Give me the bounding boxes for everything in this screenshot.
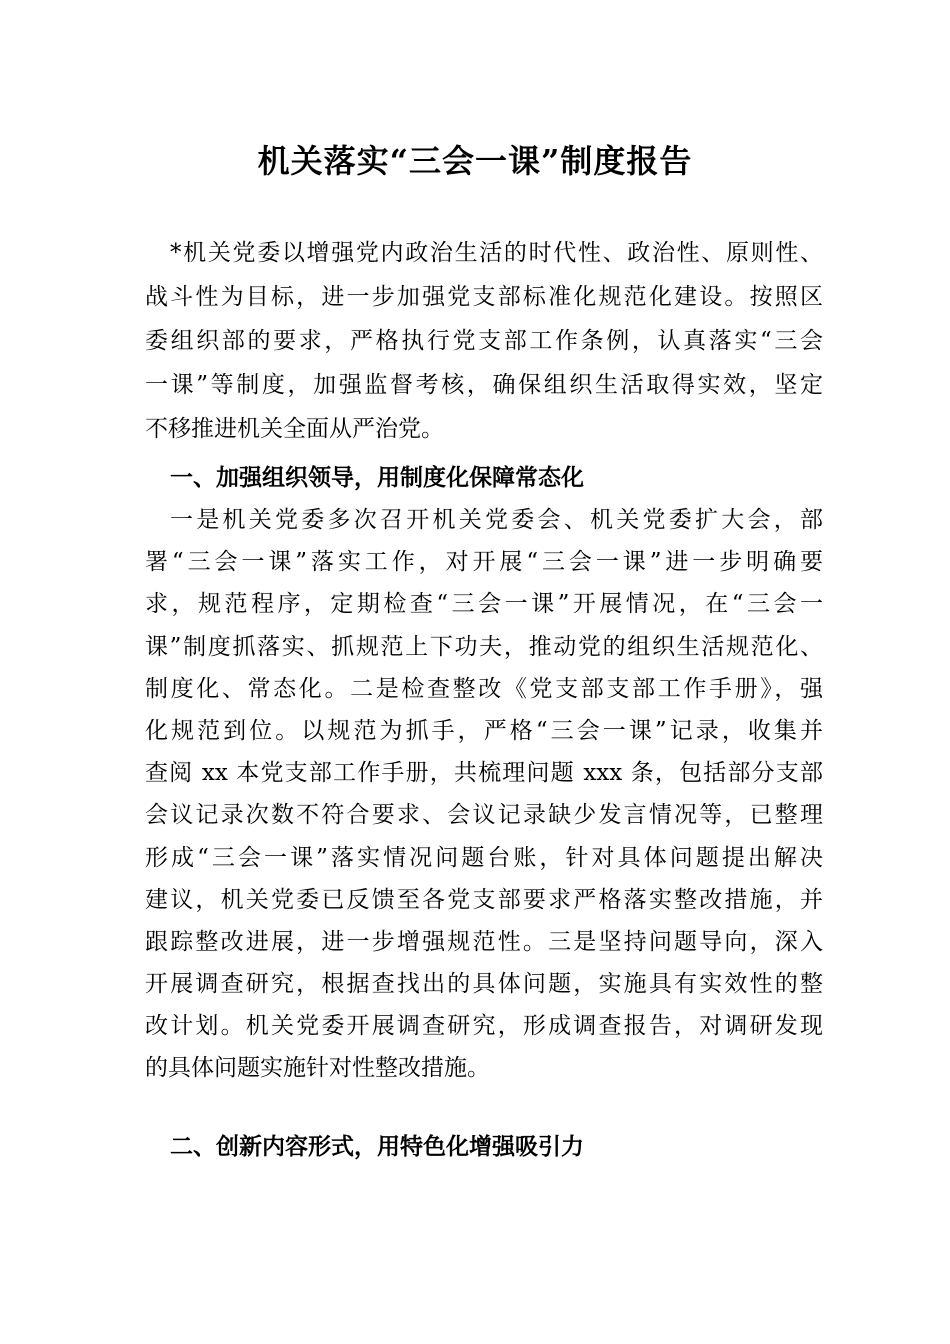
paragraph-line: *机关党委以增强党内政治生活的时代性、政治性、原则性、 — [170, 240, 823, 266]
intro-paragraph — [145, 231, 823, 451]
paragraph-line: 的具体问题实施针对性整改措施。 — [145, 1055, 490, 1082]
paragraph-line: 署“三会一课”落实工作，对开展“三会一课”进一步明确要 — [145, 549, 823, 576]
document-title: 机关落实“三会一课”制度报告 — [257, 142, 693, 180]
section-1-paragraph — [145, 499, 823, 1090]
paragraph-line: 会议记录次数不符合要求、会议记录缺少发言情况等，已整理 — [145, 802, 823, 829]
paragraph-line: 一课”等制度，加强监督考核，确保组织生活取得实效，坚定 — [145, 372, 823, 398]
paragraph-line: 开展调查研究，根据查找出的具体问题，实施具有实效性的整 — [145, 971, 823, 998]
paragraph-line: 委组织部的要求，严格执行党支部工作条例，认真落实“三会 — [145, 328, 823, 354]
paragraph-line: 改计划。机关党委开展调查研究，形成调查报告，对调研发现 — [145, 1013, 823, 1040]
paragraph-line: 一是机关党委多次召开机关党委会、机关党委扩大会，部 — [170, 507, 823, 533]
paragraph-line: 查阅 xx 本党支部工作手册，共梳理问题 xxx 条，包括部分支部 — [145, 760, 823, 787]
paragraph-line: 形成“三会一课”落实情况问题台账，针对具体问题提出解决 — [145, 844, 823, 871]
paragraph-line: 建议，机关党委已反馈至各党支部要求严格落实整改措施，并 — [145, 886, 823, 913]
paragraph-line: 制度化、常态化。二是检查整改《党支部支部工作手册》，强 — [145, 675, 823, 702]
paragraph-line: 战斗性为目标，进一步加强党支部标准化规范化建设。按照区 — [145, 284, 823, 310]
paragraph-line: 跟踪整改进展，进一步增强规范性。三是坚持问题导向，深入 — [145, 928, 823, 955]
paragraph-line: 课”制度抓落实、抓规范上下功夫，推动党的组织生活规范化、 — [145, 633, 823, 660]
paragraph-line: 求，规范程序，定期检查“三会一课”开展情况，在“三会一 — [145, 591, 823, 618]
section-heading-2: 二、创新内容形式，用特色化增强吸引力 — [170, 1134, 584, 1160]
paragraph-line: 化规范到位。以规范为抓手，严格“三会一课”记录，收集并 — [145, 717, 823, 744]
paragraph-line: 不移推进机关全面从严治党。 — [145, 416, 444, 442]
section-heading-1: 一、加强组织领导，用制度化保障常态化 — [170, 465, 584, 491]
